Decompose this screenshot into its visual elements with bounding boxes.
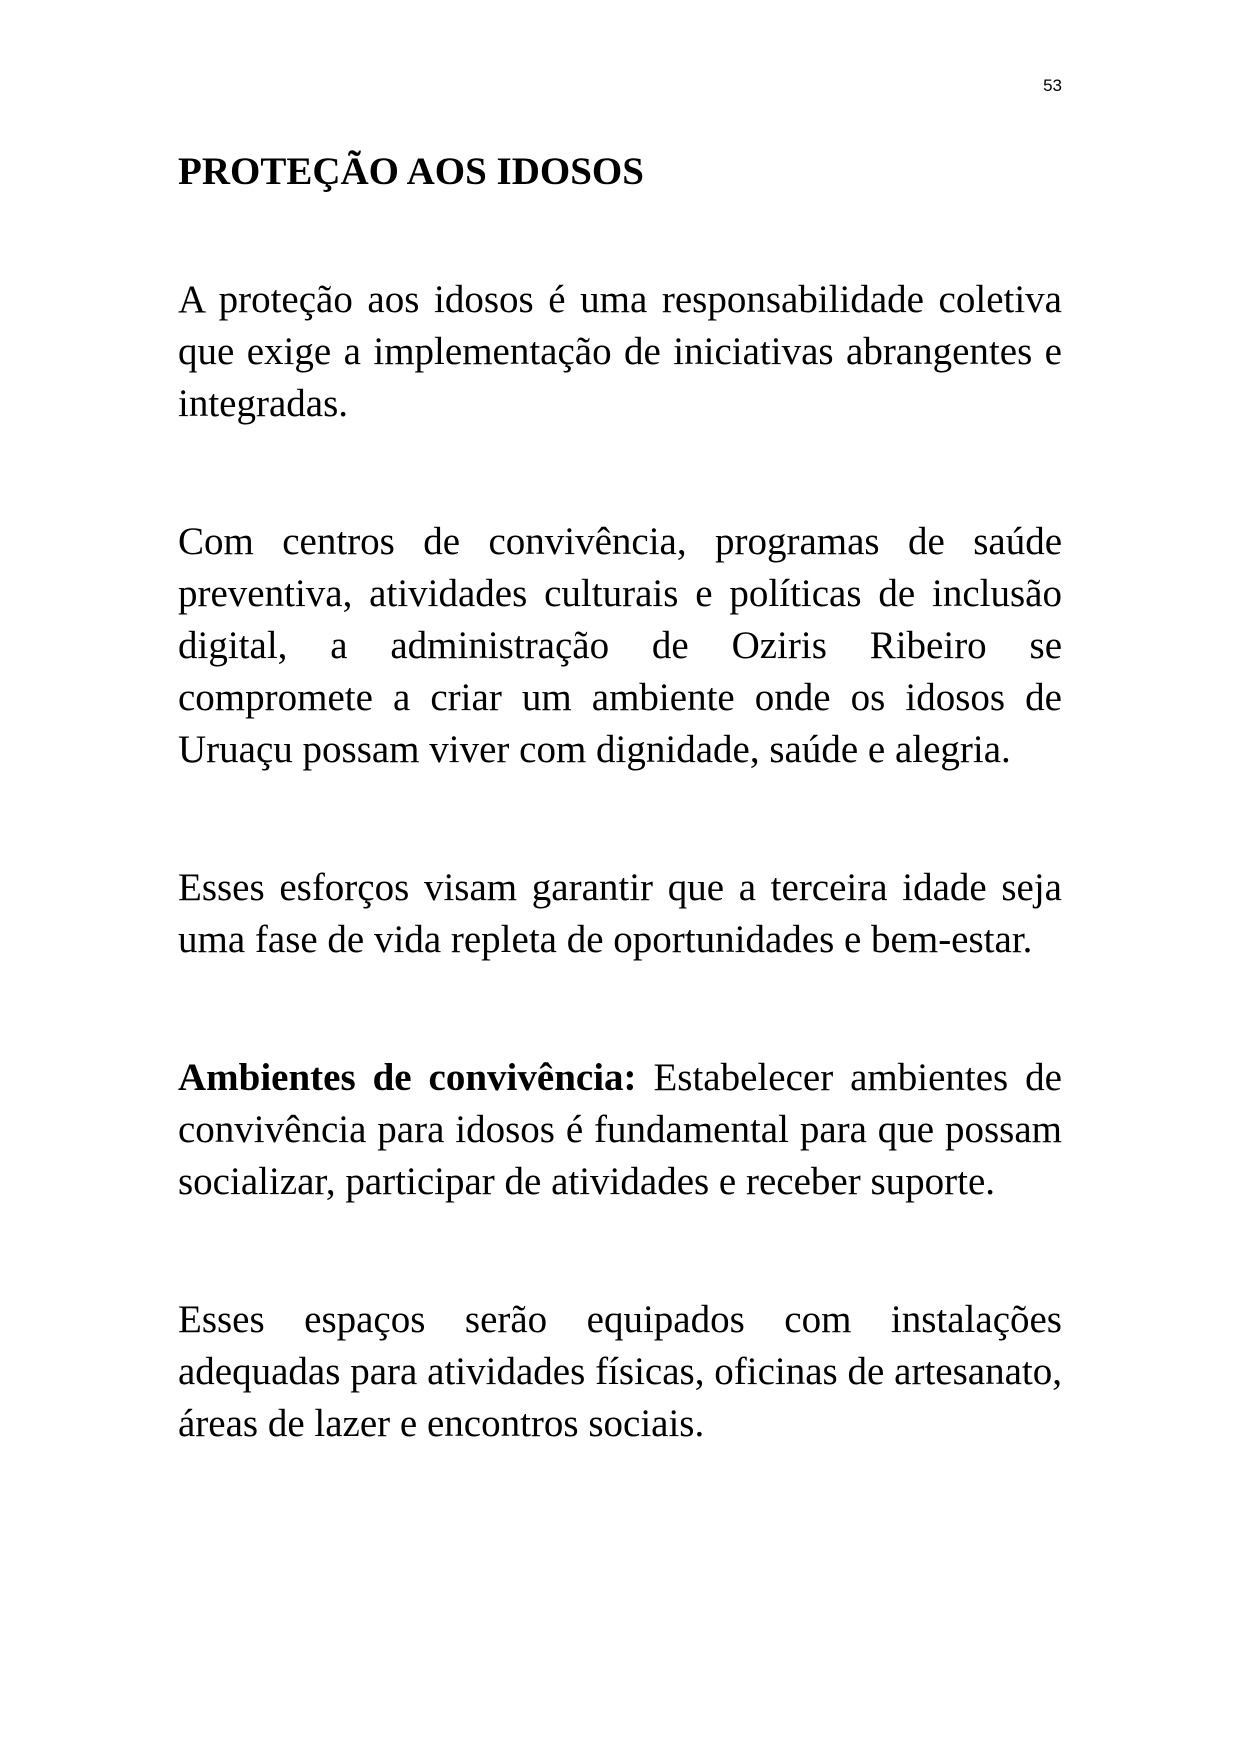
paragraph-text: Com centros de convivência, programas de saúde preventiva, atividades culturais e políticas de inclusão digital, a administração de Oziris Ribeiro se compromete a criar um ambiente onde os idosos de Uruaçu possam viver com dignidade, saúde e alegria. [178, 520, 1062, 771]
paragraph-spaces [178, 1294, 1062, 1450]
paragraph-goals [178, 862, 1062, 966]
paragraph-lead-heading: Ambientes de convivência: [178, 1056, 637, 1099]
paragraph-text: Esses esforços visam garantir que a terceira idade seja uma fase de vida repleta de oportunidades e bem-estar. [178, 866, 1062, 961]
paragraph-text: A proteção aos idosos é uma responsabilidade coletiva que exige a implementação de iniciativas abrangentes e integradas. [178, 278, 1062, 425]
paragraph-intro [178, 274, 1062, 430]
page-number: 53 [1043, 76, 1062, 95]
page-title: PROTEÇÃO AOS IDOSOS [178, 150, 644, 193]
paragraph-convivencia [178, 1052, 1062, 1208]
paragraph-text: Estabelecer ambientes de convivência para idosos é fundamental para que possam socializar, participar de atividades e receber suporte. [178, 1056, 1062, 1203]
page-content [178, 146, 1062, 1450]
paragraph-initiatives [178, 516, 1062, 776]
paragraph-text: Esses espaços serão equipados com instalações adequadas para atividades físicas, oficinas de artesanato, áreas de lazer e encontros sociais. [178, 1298, 1062, 1445]
